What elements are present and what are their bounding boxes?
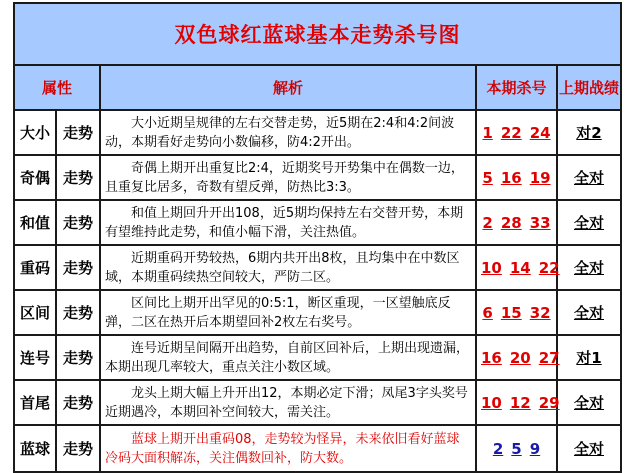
kill-number-link[interactable]: 28	[500, 213, 522, 232]
header-attribute: 属性	[14, 65, 100, 110]
row-trend-label: 走势	[56, 245, 100, 290]
row-analysis: 和值上期回升开出108，近5期均保持左右交替开势，本期有望维持此走势，和值小幅下滑，关注热值。	[100, 200, 476, 245]
row-kill-numbers	[476, 380, 560, 425]
header-analysis: 解析	[100, 65, 476, 110]
row-last-result	[557, 110, 621, 155]
kill-number-link[interactable]: 15	[500, 303, 522, 322]
row-analysis: 连号近期呈间隔开出趋势，自前区回补后，上期出现遗漏，本期出现几率较大，重点关注小数区域。	[100, 335, 476, 380]
row-trend-label: 走势	[56, 425, 100, 472]
row-trend-label: 走势	[56, 380, 100, 425]
table-row	[14, 335, 621, 380]
row-analysis: 奇偶上期开出重复比2:4，近期奖号开势集中在偶数一边，且重复比居多，奇数有望反弹，防热比3:3。	[100, 155, 476, 200]
row-last-result	[557, 155, 621, 200]
row-last-result	[557, 425, 621, 472]
kill-number-link[interactable]: 5	[511, 439, 522, 458]
row-attribute: 蓝球	[14, 425, 56, 472]
row-analysis: 近期重码开势较热，6期内共开出8枚，且均集中在中数区域，本期重码续热空间较大，严防二区。	[100, 245, 476, 290]
header-last-result: 上期战绩	[557, 65, 621, 110]
kill-number-link[interactable]: 22	[500, 123, 522, 142]
row-kill-numbers	[476, 245, 560, 290]
table-row	[14, 425, 621, 472]
row-attribute: 重码	[14, 245, 56, 290]
row-last-result	[557, 335, 621, 380]
row-attribute: 区间	[14, 290, 56, 335]
row-kill-numbers	[476, 110, 557, 155]
kill-number-link[interactable]: 20	[509, 348, 531, 367]
kill-number-link[interactable]: 5	[482, 168, 493, 187]
table-row	[14, 245, 621, 290]
kill-number-link[interactable]: 29	[538, 393, 560, 412]
row-last-result	[557, 380, 621, 425]
table-row	[14, 290, 621, 335]
row-kill-numbers	[476, 200, 557, 245]
last-result-link[interactable]: 全对	[574, 304, 605, 322]
row-attribute: 大小	[14, 110, 56, 155]
row-kill-numbers	[476, 425, 557, 472]
row-kill-numbers	[476, 290, 557, 335]
last-result-link[interactable]: 全对	[574, 394, 605, 412]
row-kill-numbers	[476, 155, 557, 200]
kill-number-link[interactable]: 27	[538, 348, 560, 367]
kill-number-link[interactable]: 2	[482, 213, 493, 232]
kill-number-link[interactable]: 9	[529, 439, 541, 458]
row-analysis: 区间比上期开出罕见的0:5:1，断区重现，一区望触底反弹，二区在热开后本期望回补2枚左右奖号。	[100, 290, 476, 335]
row-last-result	[557, 200, 621, 245]
kill-number-link[interactable]: 32	[529, 303, 551, 322]
kill-number-table	[13, 2, 622, 473]
row-last-result	[557, 290, 621, 335]
kill-number-link[interactable]: 22	[538, 258, 560, 277]
kill-number-link[interactable]: 19	[529, 168, 551, 187]
row-trend-label: 走势	[56, 335, 100, 380]
row-analysis: 蓝球上期开出重码08，走势较为怪异，未来依旧看好蓝球冷码大面积解冻，关注偶数回补，防大数。	[100, 425, 476, 472]
kill-number-link[interactable]: 10	[481, 258, 502, 277]
kill-number-table-container	[13, 2, 620, 466]
row-analysis: 龙头上期大幅上升开出12，本期必定下滑；凤尾3字头奖号近期遇冷，本期回补空间较大，需关注。	[100, 380, 476, 425]
last-result-link[interactable]: 对1	[576, 349, 602, 367]
last-result-link[interactable]: 全对	[574, 259, 605, 277]
row-trend-label: 走势	[56, 200, 100, 245]
last-result-link[interactable]: 全对	[574, 214, 605, 232]
header-kill: 本期杀号	[476, 65, 557, 110]
row-trend-label: 走势	[56, 290, 100, 335]
kill-number-link[interactable]: 14	[509, 258, 531, 277]
row-attribute: 奇偶	[14, 155, 56, 200]
kill-number-link[interactable]: 2	[492, 439, 504, 458]
row-attribute: 首尾	[14, 380, 56, 425]
kill-number-link[interactable]: 12	[509, 393, 531, 412]
row-trend-label: 走势	[56, 155, 100, 200]
table-row	[14, 200, 621, 245]
page-title: 双色球红蓝球基本走势杀号图	[14, 3, 621, 65]
kill-number-link[interactable]: 1	[482, 123, 493, 142]
kill-number-link[interactable]: 10	[481, 393, 502, 412]
kill-number-link[interactable]: 24	[529, 123, 551, 142]
row-last-result	[557, 245, 621, 290]
last-result-link[interactable]: 全对	[574, 169, 605, 187]
kill-number-link[interactable]: 16	[481, 348, 502, 367]
table-row	[14, 380, 621, 425]
row-trend-label: 走势	[56, 110, 100, 155]
table-row	[14, 155, 621, 200]
row-attribute: 连号	[14, 335, 56, 380]
table-row	[14, 110, 621, 155]
row-kill-numbers	[476, 335, 560, 380]
kill-number-link[interactable]: 6	[482, 303, 493, 322]
last-result-link[interactable]: 全对	[574, 440, 605, 458]
row-attribute: 和值	[14, 200, 56, 245]
kill-number-link[interactable]: 16	[500, 168, 522, 187]
row-analysis: 大小近期呈规律的左右交替走势，近5期在2:4和4:2间波动，本期看好走势向小数偏移，防4:2开出。	[100, 110, 476, 155]
last-result-link[interactable]: 对2	[576, 124, 602, 142]
kill-number-link[interactable]: 33	[529, 213, 551, 232]
